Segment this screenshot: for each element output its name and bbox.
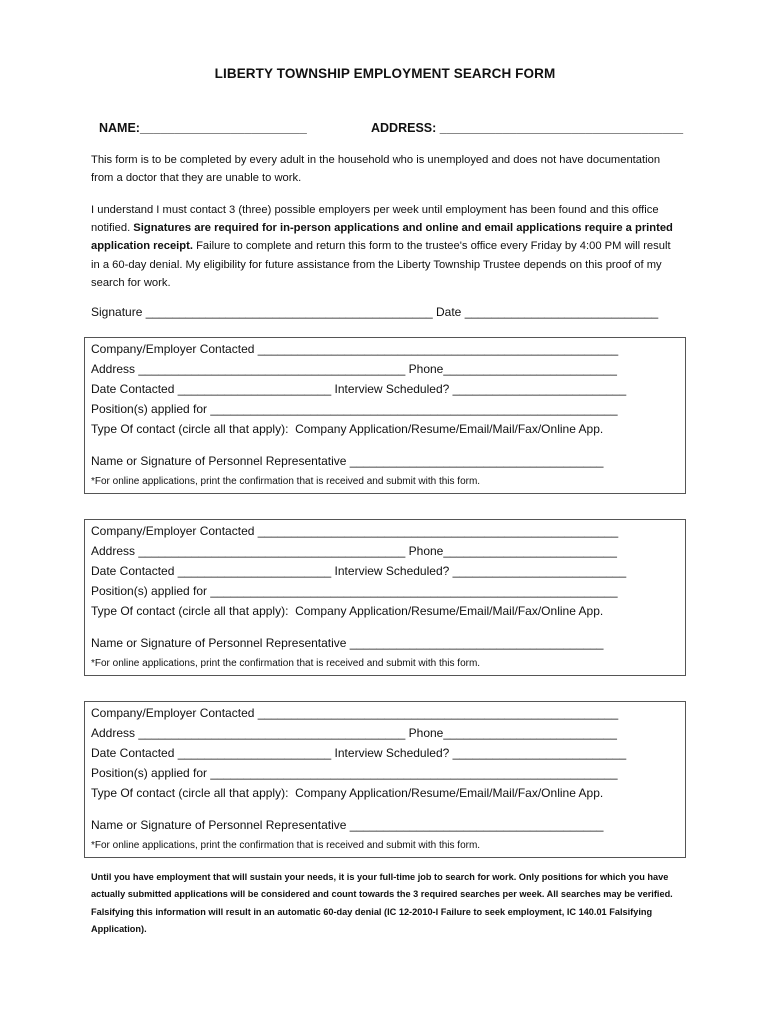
company-field[interactable]: Company/Employer Contacted ______________________________________________________ (91, 524, 619, 538)
name-field[interactable]: NAME:________________________ (99, 121, 307, 135)
online-note: *For online applications, print the confirmation that is received and submit with this form. (91, 840, 481, 851)
company-field[interactable]: Company/Employer Contacted ______________________________________________________ (91, 706, 619, 720)
position-field[interactable]: Position(s) applied for _____________________________________________________________ (91, 766, 618, 780)
contact-block (84, 337, 686, 494)
representative-field[interactable]: Name or Signature of Personnel Representative ______________________________________ (91, 454, 604, 468)
footer-notice: Until you have employment that will sustain your needs, it is your full-time job to search for work. Only positions for which you have actually submitted applications will be considered and count towards the 3 required searches per week. All searches may be verified. Falsifying this information will result in an automatic 60-day denial (IC 12-2010-I Failure to seek employment, IC 140.01 Falsifying Application). (91, 872, 673, 934)
company-field[interactable]: Company/Employer Contacted ______________________________________________________ (91, 342, 619, 356)
address-phone-field[interactable]: Address ________________________________________ Phone__________________________ (91, 726, 617, 740)
contact-type-options[interactable]: Type Of contact (circle all that apply): Company Application/Resume/Email/Mail/Fax/Online App. (91, 604, 604, 618)
address-phone-field[interactable]: Address ________________________________________ Phone__________________________ (91, 362, 617, 376)
intro-paragraph: This form is to be completed by every adult in the household who is unemployed and does not have documentation from a doctor that they are unable to work. (91, 154, 661, 185)
understanding-text-2: Failure to complete and return this form to the trustee's office every Friday by 4:00 PM will result in a 60-day denial. My eligibility for future assistance from the Liberty Township Trustee depends on this proof of my search for work. (91, 240, 671, 289)
understanding-paragraph (91, 201, 681, 292)
address-field[interactable]: ADDRESS: ___________________________________ (371, 121, 684, 135)
position-field[interactable]: Position(s) applied for _____________________________________________________________ (91, 402, 618, 416)
date-interview-field[interactable]: Date Contacted _______________________ Interview Scheduled? __________________________ (91, 564, 627, 578)
signature-date-line[interactable]: Signature ___________________________________________ Date _____________________________ (91, 305, 659, 319)
understanding-bold-text: Signatures are required for in-person applications and online and email applications require a printed application receipt. (91, 222, 673, 253)
representative-field[interactable]: Name or Signature of Personnel Representative ______________________________________ (91, 636, 604, 650)
date-interview-field[interactable]: Date Contacted _______________________ Interview Scheduled? __________________________ (91, 746, 627, 760)
contact-block (84, 701, 686, 858)
representative-field[interactable]: Name or Signature of Personnel Representative ______________________________________ (91, 818, 604, 832)
online-note: *For online applications, print the confirmation that is received and submit with this form. (91, 476, 481, 487)
contact-type-options[interactable]: Type Of contact (circle all that apply): Company Application/Resume/Email/Mail/Fax/Online App. (91, 422, 604, 436)
address-phone-field[interactable]: Address ________________________________________ Phone__________________________ (91, 544, 617, 558)
understanding-text-1: I understand I must contact 3 (three) possible employers per week until employment has been found and this office notified. (91, 204, 659, 235)
contact-type-options[interactable]: Type Of contact (circle all that apply): Company Application/Resume/Email/Mail/Fax/Online App. (91, 786, 604, 800)
contact-block (84, 519, 686, 676)
position-field[interactable]: Position(s) applied for _____________________________________________________________ (91, 584, 618, 598)
online-note: *For online applications, print the confirmation that is received and submit with this form. (91, 658, 481, 669)
form-title: LIBERTY TOWNSHIP EMPLOYMENT SEARCH FORM (214, 66, 556, 81)
date-interview-field[interactable]: Date Contacted _______________________ Interview Scheduled? __________________________ (91, 382, 627, 396)
